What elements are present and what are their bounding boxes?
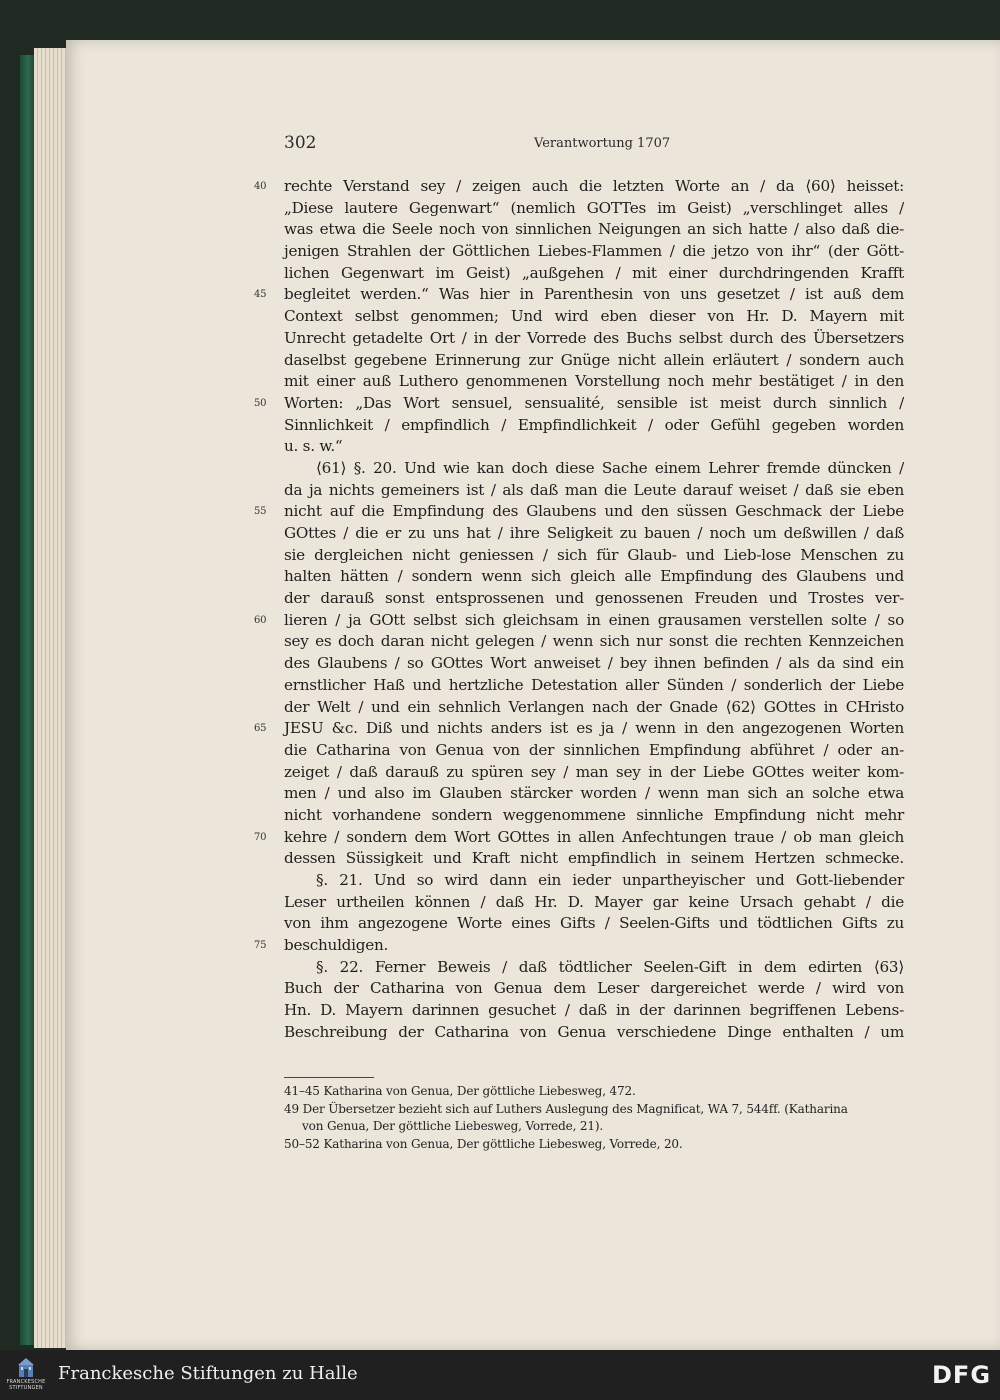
line-text: Hn. D. Mayern darinnen gesuchet / daß in der darinnen begriffenen Lebens- [284,1001,904,1020]
dfg-logo[interactable]: DFG [932,1361,992,1389]
line-text: halten hätten / sondern wenn sich gleich alle Empfindung des Glaubens und [284,567,904,586]
line-text: GOttes / die er zu uns hat / ihre Seligkeit zu bauen / noch um deßwillen / daß [284,524,904,542]
footnote-line: 41–45 Katharina von Genua, Der göttliche Liebesweg, 472. [284,1084,636,1098]
line-text: Sinnlichkeit / empfindlich / Empfindlichkeit / oder Gefühl gegeben worden [284,415,904,434]
line-text: Context selbst genommen; Und wird eben dieser von Hr. D. Mayern mit [284,307,904,326]
text-line [284,480,904,502]
text-line [284,957,904,979]
text-line [284,263,904,285]
text-line [284,783,904,805]
line-text: lichen Gegenwart im Geist) „außgehen / mit einer durchdringenden Krafft [284,263,904,282]
line-text: der darauß sonst entsprossenen und genossenen Freuden und Trostes ver- [284,589,904,608]
line-text: nicht auf die Empfindung des Glaubens und den süssen Geschmack der Liebe [284,502,904,521]
text-line [284,1022,904,1044]
line-number: 75 [254,940,267,952]
line-text: Beschreibung der Catharina von Genua verschiedene Dinge enthalten / um [284,1022,904,1041]
building-icon [16,1357,36,1379]
logo-text-2: STIFTUNGEN [9,1385,43,1391]
line-number: 50 [254,397,267,409]
text-line [284,458,904,480]
line-number: 55 [254,506,267,518]
text-line [284,913,904,935]
footnote-line: 49 Der Übersetzer bezieht sich auf Luthers Auslegung des Magnificat, WA 7, 544ff. (Katharina [284,1101,848,1116]
text-line [254,284,904,306]
line-number: 45 [254,289,267,301]
text-line [284,978,904,1000]
line-text: Buch der Catharina von Genua dem Leser dargereichet werde / wird von [284,979,904,998]
text-line [284,545,904,567]
footnote-line: von Genua, Der göttliche Liebesweg, Vorrede, 21). [302,1119,604,1133]
line-text: da ja nichts gemeiners ist / als daß man die Leute darauf weiset / daß sie eben [284,480,904,499]
text-line [254,827,904,849]
text-line [284,740,904,762]
line-text: ⟨61⟩ §. 20. Und wie kan doch diese Sache einem Lehrer fremde düncken / [316,458,904,477]
line-text: was etwa die Seele noch von sinnlichen Neigungen an sich hatte / also daß die- [284,220,904,239]
text-line [284,436,904,458]
line-text: Unrecht getadelte Ort / in der Vorrede des Buchs selbst durch des Übersetzers [284,328,904,347]
text-line [284,306,904,328]
text-line [254,393,904,415]
text-line [254,176,904,198]
line-text: daselbst gegebene Erinnerung zur Gnüge nicht allein erläutert / sondern auch [284,350,904,369]
body-text [254,176,904,1044]
text-line [254,718,904,740]
line-text: von ihm angezogene Worte eines Gifts / Seelen-Gifts und tödtlichen Gifts zu [284,914,904,933]
text-line [254,501,904,523]
text-line [284,653,904,675]
text-line [284,371,904,393]
line-text: ernstlicher Haß und hertzliche Detestation aller Sünden / sonderlich der Liebe [284,675,904,694]
institution-name[interactable]: Franckesche Stiftungen zu Halle [58,1363,358,1384]
text-line [284,675,904,697]
page-number: 302 [284,133,317,153]
running-title: Verantwortung 1707 [534,136,671,151]
text-line [284,848,904,870]
line-text: dessen Süssigkeit und Kraft nicht empfindlich in seinem Hertzen schmecke. [284,849,904,868]
line-text: zeiget / daß darauß zu spüren sey / man sey in der Liebe GOttes weiter kom- [284,762,904,781]
line-number: 65 [254,723,267,735]
line-text: des Glaubens / so GOttes Wort anweiset / bey ihnen befinden / als da sind ein [284,654,904,673]
text-line [284,350,904,372]
line-text: lieren / ja GOtt selbst sich gleichsam in einen grausamen verstellen solte / so [284,610,904,629]
line-text: beschuldigen. [284,936,389,955]
logo-text-1: FRANCKESCHE [6,1379,46,1385]
text-line [284,566,904,588]
line-text: Worten: „Das Wort sensuel, sensualité, sensible ist meist durch sinnlich / [284,393,904,412]
text-line [284,1000,904,1022]
line-text: JESU &c. Diß und nichts anders ist es ja / wenn in den angezogenen Worten [284,719,904,738]
text-line [284,241,904,263]
text-line [284,415,904,437]
line-text: nicht vorhandene sondern weggenommene sinnliche Empfindung nicht mehr [284,805,904,824]
page-header [284,133,904,157]
line-text: Leser urtheilen können / daß Hr. D. Mayer gar keine Ursach gehabt / die [284,892,904,911]
text-line [284,219,904,241]
line-text: die Catharina von Genua von der sinnlichen Empfindung abführet / oder an- [284,740,904,759]
text-line [284,631,904,653]
text-line [284,892,904,914]
line-number: 40 [254,181,267,192]
line-text: §. 22. Ferner Beweis / daß tödtlicher Seelen-Gift in dem edirten ⟨63⟩ [316,957,904,976]
line-text: u. s. w.“ [284,437,343,456]
footnote-line: 50–52 Katharina von Genua, Der göttliche Liebesweg, Vorrede, 20. [284,1136,683,1151]
text-line [284,588,904,610]
line-text: men / und also im Glauben stärcker worden / wenn man sich an solche etwa [284,784,904,803]
text-line [254,610,904,632]
viewer-footer-bar [0,1350,1000,1400]
text-line [284,870,904,892]
line-text: jenigen Strahlen der Göttlichen Liebes-Flammen / die jetzo von ihr“ (der Gött- [284,242,904,261]
line-text: §. 21. Und so wird dann ein ieder unpartheyischer und Gott-liebender [316,871,904,889]
line-text: kehre / sondern dem Wort GOttes in allen Anfechtungen traue / ob man gleich [284,827,904,846]
line-text: mit einer auß Luthero genommenen Vorstellung noch mehr bestätiget / in den [284,372,904,391]
line-text: begleitet werden.“ Was hier in Parenthesin von uns gesetzet / ist auß dem [284,285,904,304]
text-line [284,198,904,220]
text-line [284,762,904,784]
line-text: rechte Verstand sey / zeigen auch die letzten Worte an / da ⟨60⟩ heisset: [284,177,904,195]
footnote-rule [284,1077,374,1078]
line-text: sey es doch daran nicht gelegen / wenn sich nur sonst die rechten Kennzeichen [284,632,904,651]
text-line [284,697,904,719]
line-text: der Welt / und ein sehnlich Verlangen nach der Gnade ⟨62⟩ GOttes in CHristo [284,697,904,716]
text-line [254,935,904,957]
footnotes [284,1083,904,1153]
franckesche-logo[interactable] [8,1357,44,1395]
line-text: sie dergleichen nicht geniessen / sich für Glaub- und Lieb-lose Menschen zu [284,545,904,564]
line-number: 60 [254,614,267,626]
text-line [284,523,904,545]
line-number: 70 [254,831,267,843]
line-text: „Diese lautere Gegenwart“ (nemlich GOTTes im Geist) „verschlinget alles / [284,198,904,217]
text-line [284,805,904,827]
text-line [284,328,904,350]
